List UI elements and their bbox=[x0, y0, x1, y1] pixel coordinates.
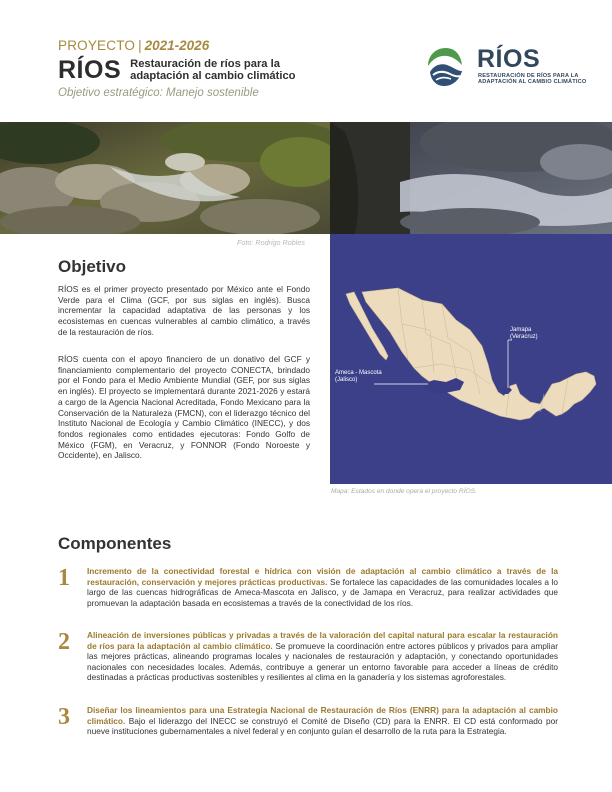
map-label-jamapa-name: Jamapa bbox=[510, 327, 532, 333]
map-label-ameca-name: Ameca - Mascota bbox=[335, 370, 382, 376]
component-text bbox=[87, 705, 558, 737]
component-text bbox=[87, 566, 558, 608]
mexico-map bbox=[330, 234, 612, 484]
component-body: Bajo el liderazgo del INECC se construyó el Comité de Diseño (CD) para la ENRR. El CD está conformado por nueve instituciones gubernamentales a nivel federal y en conjunto guían el desarrollo de la ruta para la Estrategia. bbox=[87, 715, 558, 737]
project-line bbox=[58, 38, 388, 54]
logo-tagline: RESTAURACIÓN DE RÍOS PARA LA ADAPTACIÓN AL CAMBIO CLIMÁTICO bbox=[478, 73, 587, 86]
strategic-objective: Objetivo estratégico: Manejo sostenible bbox=[58, 87, 259, 99]
project-label: PROYECTO bbox=[58, 38, 136, 53]
rios-logo-icon bbox=[424, 45, 468, 89]
header bbox=[58, 38, 388, 99]
page-title: RÍOS bbox=[58, 56, 122, 84]
map-label-ameca-state: (Jalisco) bbox=[335, 377, 358, 383]
objective-paragraph-2: RÍOS cuenta con el apoyo financiero de un donativo del GCF y financiamiento complementario del proyecto CONECTA, brindado por el Fondo para el Medio Ambiente Mundial (GEF, por sus siglas en inglés). El proyecto se implementará durante 2021-2026 y estará a cargo de la Agencia Nacional Acreditada, Fondo Mexicano para la Conservación de la Naturaleza (FMCN), con el liderazgo técnico del Instituto Nacional de Ecología y Cambio Climático (INECC), y dos fondos regionales como entidades ejecutoras: Fondo Golfo de México (FGM), en Veracruz, y FONNOR (Fondo Noroeste y Occidente), en Jalisco. bbox=[58, 354, 310, 461]
map-caption: Mapa: Estados en donde opera el proyecto RÍOS. bbox=[331, 488, 477, 495]
map-label-jamapa-state: (Veracruz) bbox=[510, 334, 538, 340]
river-photo bbox=[0, 122, 612, 234]
component-body: Se fortalece las capacidades de las comunidades locales a lo largo de las cuencas hidrográficas de Ameca-Mascota en Jalisco, y de Jamapa en Veracruz, para realizar actividades que promuevan la adaptación basada en ecosistemas a través de la conectividad de los ríos. bbox=[87, 576, 558, 608]
mexico-mainland-shape bbox=[362, 288, 596, 420]
map-label-ameca bbox=[335, 370, 382, 384]
objective-paragraph-1: RÍOS es el primer proyecto presentado por México ante el Fondo Verde para el Clima (GCF, por sus siglas en inglés). Busca incrementar la capacidad adaptativa de las personas y los ecosistemas en cuencas vulnerables al cambio climático, a través de la restauración de ríos. bbox=[58, 284, 310, 337]
project-separator: | bbox=[138, 38, 142, 53]
photo-credit: Foto: Rodrigo Robles bbox=[237, 238, 305, 247]
header-photo-strip bbox=[0, 122, 612, 234]
mexico-map-graphic bbox=[330, 234, 612, 484]
objective-heading: Objetivo bbox=[58, 257, 127, 276]
page-subtitle: Restauración de ríos para la adaptación al cambio climático bbox=[130, 58, 296, 83]
component-text bbox=[87, 630, 558, 683]
component-lead: Diseñar los lineamientos para una Estrategia Nacional de Restauración de Ríos (ENRR) para la adaptación al cambio climático. bbox=[87, 705, 558, 726]
component-number: 3 bbox=[58, 704, 70, 730]
component-number: 2 bbox=[58, 629, 70, 655]
component-body: Se promueve la coordinación entre actores públicos y privados para ampliar las mejores prácticas, alineando programas locales y nacionales de restauración y adaptación, y conectando oportunidades nacionales con necesidades locales. Además, contribuye a generar un entorno favorable para acceder a líneas de crédito destinadas a prácticas productivas sostenibles y resilientes al clima en la ganadería y los sistemas agroforestales. bbox=[87, 640, 558, 683]
map-label-jamapa bbox=[510, 327, 538, 341]
component-lead: Incremento de la conectividad forestal e hídrica con visión de adaptación al cambio climático a través de la restauración, conservación y mejores prácticas productivas. bbox=[87, 566, 558, 587]
project-years: 2021-2026 bbox=[144, 38, 210, 53]
component-number: 1 bbox=[58, 565, 70, 591]
component-lead: Alineación de inversiones públicas y privadas a través de la valoración del capital natural para escalar la restauración de ríos para la adaptación al cambio climático. bbox=[87, 630, 558, 651]
logo-wordmark: RÍOS bbox=[477, 45, 541, 73]
components-heading: Componentes bbox=[58, 534, 172, 553]
rios-logo bbox=[424, 45, 587, 100]
